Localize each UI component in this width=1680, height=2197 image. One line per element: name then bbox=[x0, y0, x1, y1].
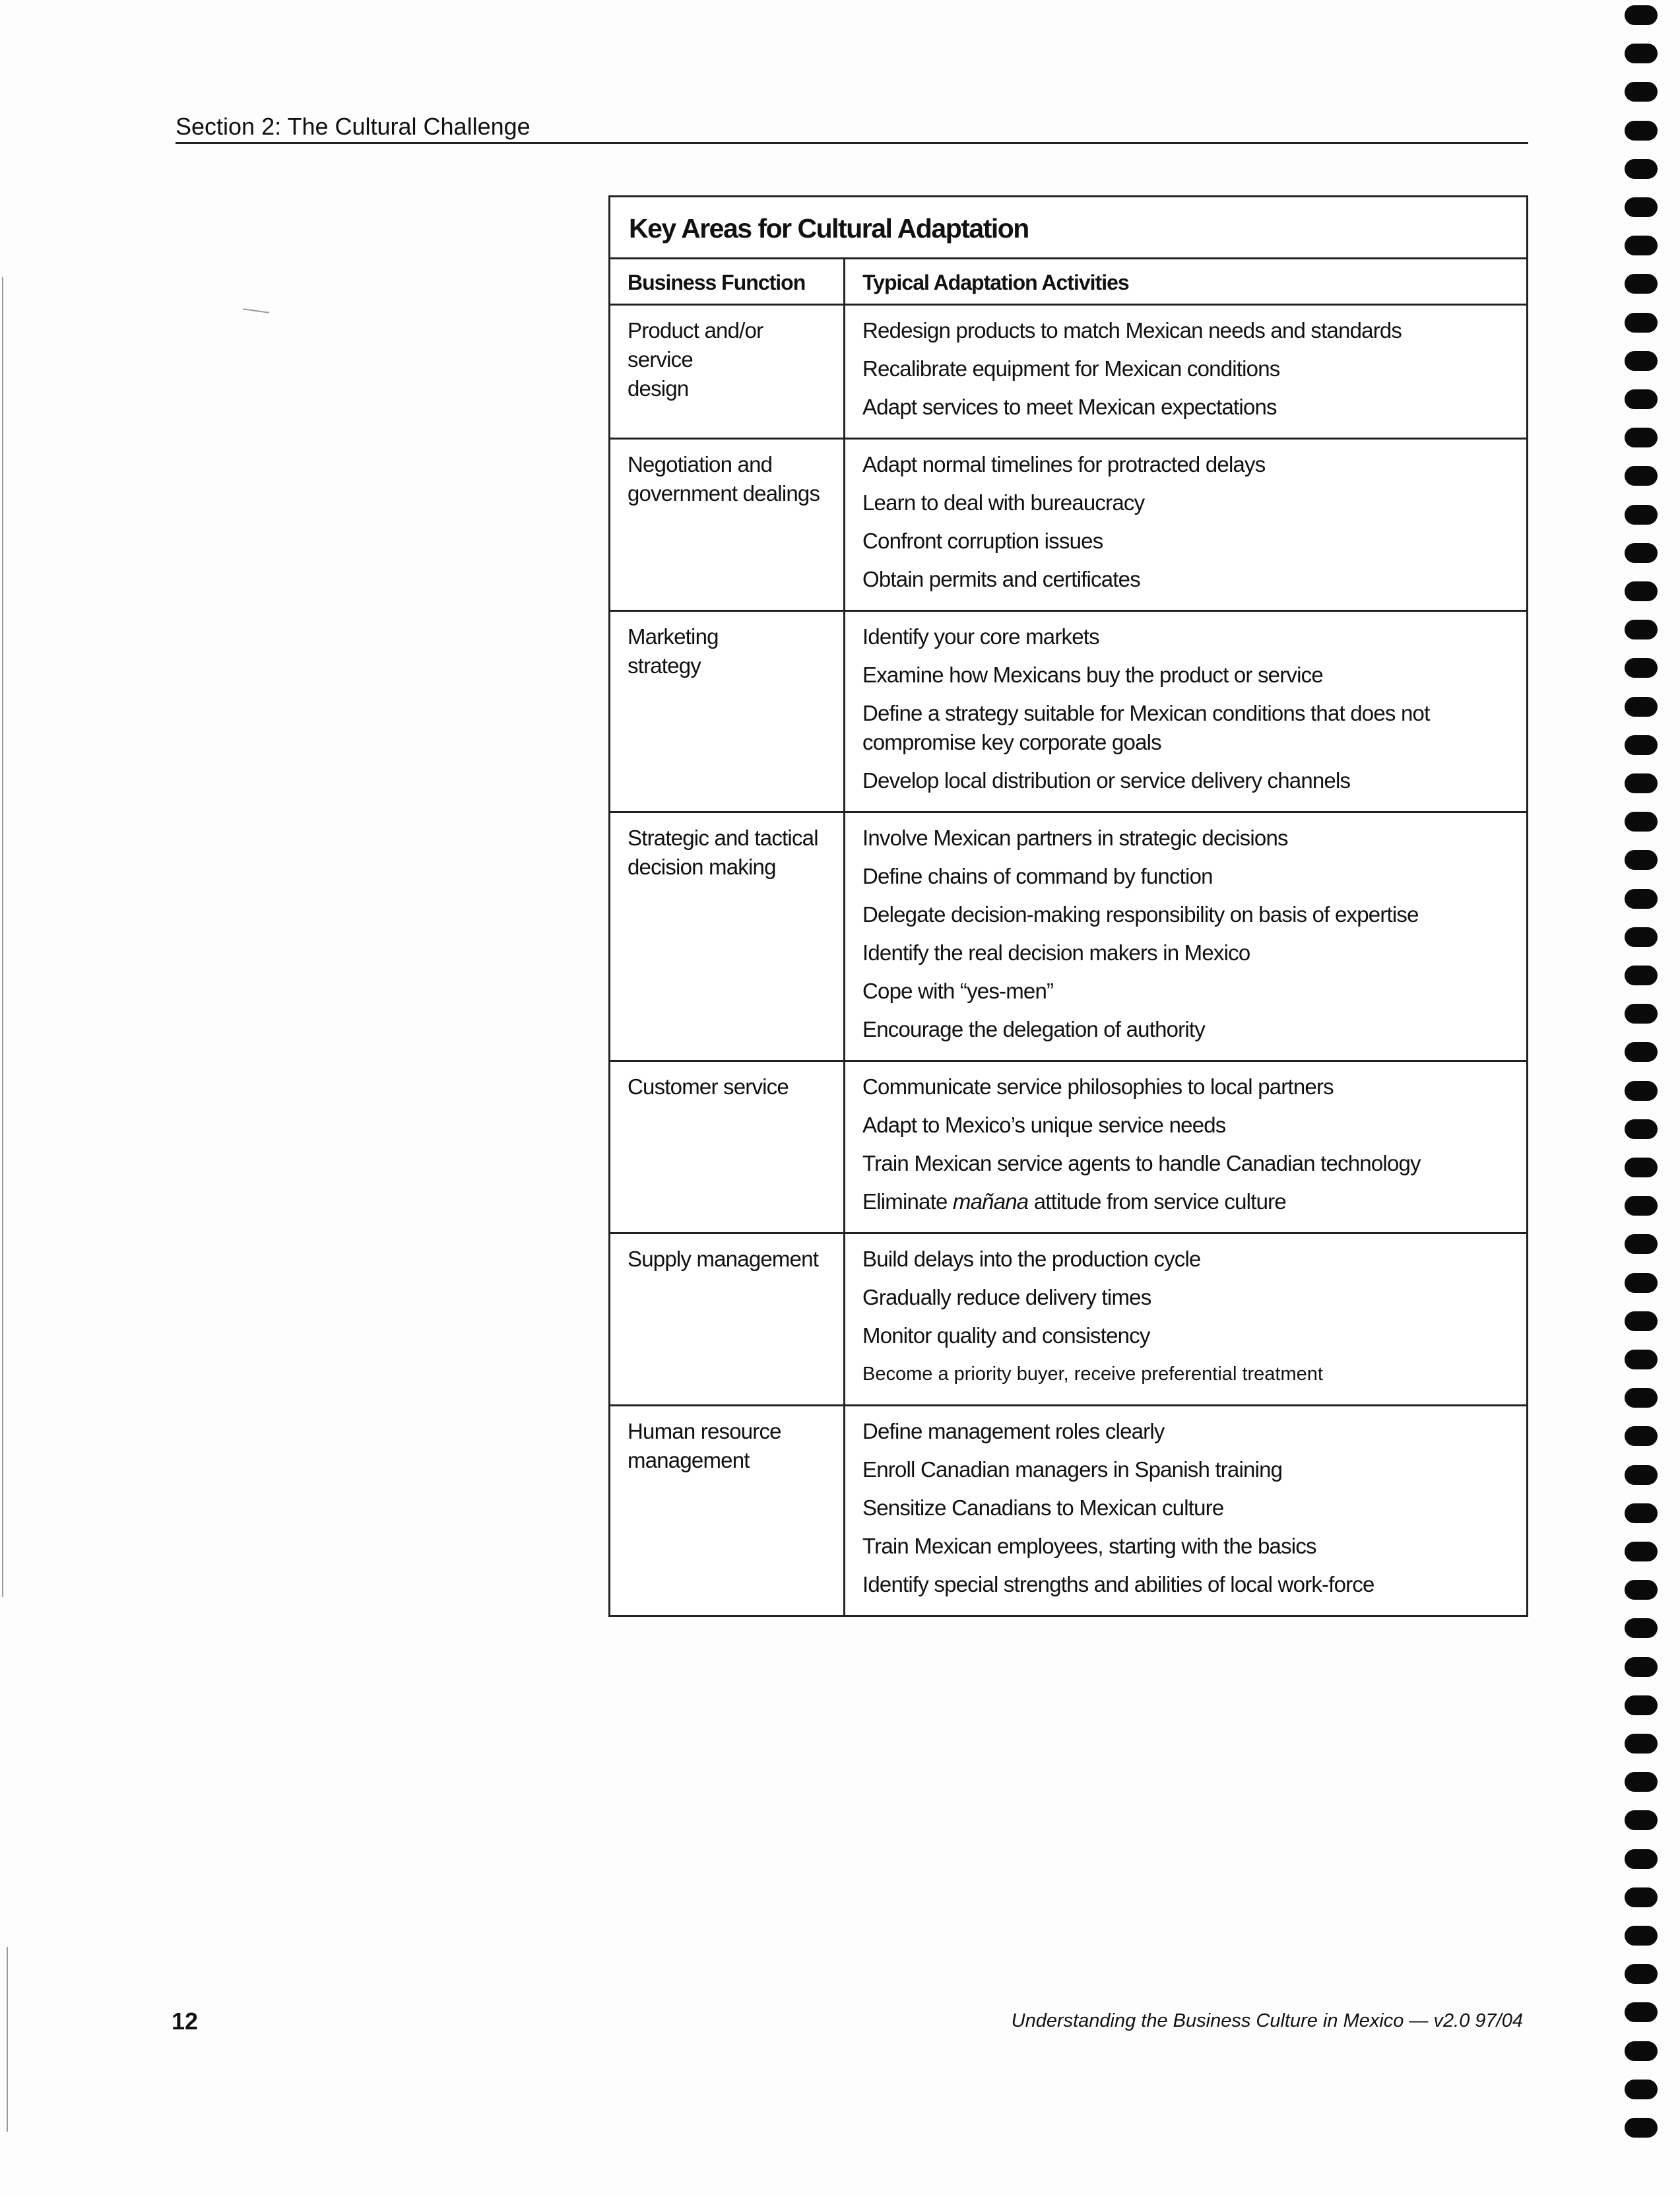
binder-hole bbox=[1625, 159, 1658, 179]
column-header-activities: Typical Adaptation Activities bbox=[862, 271, 1129, 294]
activity-item: Cope with “yes-men” bbox=[862, 979, 1054, 1003]
binder-hole bbox=[1625, 1542, 1658, 1561]
binder-hole bbox=[1625, 197, 1658, 217]
activity-item: Obtain permits and certificates bbox=[862, 567, 1140, 591]
binder-hole bbox=[1625, 773, 1658, 793]
binder-hole bbox=[1625, 1042, 1658, 1062]
binder-hole bbox=[1625, 1849, 1658, 1869]
activities-cell bbox=[845, 306, 1526, 438]
binder-hole bbox=[1625, 1503, 1658, 1523]
binder-hole bbox=[1625, 620, 1658, 639]
binder-hole bbox=[1625, 966, 1658, 985]
activity-item: Involve Mexican partners in strategic decisions bbox=[862, 826, 1288, 850]
table-row bbox=[610, 612, 1526, 813]
binder-hole bbox=[1625, 850, 1658, 870]
column-header-business-function: Business Function bbox=[610, 259, 845, 304]
binder-hole bbox=[1625, 1350, 1658, 1369]
binder-hole bbox=[1625, 1618, 1658, 1638]
binder-hole bbox=[1625, 1388, 1658, 1408]
activity-item: Train Mexican service agents to handle Canadian technology bbox=[862, 1151, 1421, 1175]
activity-item: Communicate service philosophies to local partners bbox=[862, 1074, 1334, 1099]
binder-hole bbox=[1625, 1465, 1658, 1485]
binder-hole bbox=[1625, 466, 1658, 486]
activity-item: Define management roles clearly bbox=[862, 1419, 1165, 1443]
activity-item: Adapt services to meet Mexican expectations bbox=[862, 395, 1277, 419]
binder-hole bbox=[1625, 735, 1658, 755]
binder-hole bbox=[1625, 1734, 1658, 1754]
activity-item: Adapt normal timelines for protracted delays bbox=[862, 452, 1266, 476]
binder-hole bbox=[1625, 351, 1658, 371]
binder-hole bbox=[1625, 1926, 1658, 1946]
activity-item: Enroll Canadian managers in Spanish training bbox=[862, 1457, 1283, 1482]
binder-hole bbox=[1625, 1887, 1658, 1907]
activity-item: Redesign products to match Mexican needs and standards bbox=[862, 318, 1402, 343]
activity-item: Eliminate mañana attitude from service culture bbox=[862, 1189, 1286, 1214]
activity-item: Examine how Mexicans buy the product or service bbox=[862, 663, 1323, 687]
binder-hole bbox=[1625, 927, 1658, 947]
binder-hole bbox=[1625, 82, 1658, 102]
table-body bbox=[610, 306, 1526, 1615]
binder-hole bbox=[1625, 889, 1658, 909]
binder-hole bbox=[1625, 236, 1658, 255]
scan-edge-line bbox=[7, 1947, 8, 2132]
business-function-cell: Product and/or service design bbox=[610, 306, 845, 438]
binder-hole bbox=[1625, 1234, 1658, 1254]
binder-hole bbox=[1625, 1772, 1658, 1792]
binder-hole bbox=[1625, 1657, 1658, 1677]
binder-hole bbox=[1625, 1004, 1658, 1024]
business-function-cell: Customer service bbox=[610, 1062, 845, 1232]
activity-item: Delegate decision-making responsibility on basis of expertise bbox=[862, 902, 1419, 927]
binder-hole bbox=[1625, 1810, 1658, 1830]
table-row bbox=[610, 306, 1526, 440]
table-row bbox=[610, 813, 1526, 1062]
binder-hole bbox=[1625, 1273, 1658, 1293]
activities-cell bbox=[845, 813, 1526, 1060]
adaptation-table bbox=[608, 195, 1528, 1617]
activity-item: Monitor quality and consistency bbox=[862, 1323, 1150, 1348]
binder-hole bbox=[1625, 1695, 1658, 1715]
binder-hole bbox=[1625, 121, 1658, 141]
scan-mark bbox=[243, 308, 269, 313]
binder-hole bbox=[1625, 1964, 1658, 1984]
activity-item: Train Mexican employees, starting with the basics bbox=[862, 1534, 1316, 1558]
binder-hole bbox=[1625, 812, 1658, 832]
activity-item: Sensitize Canadians to Mexican culture bbox=[862, 1495, 1224, 1520]
binder-hole bbox=[1625, 581, 1658, 601]
activity-item: Identify your core markets bbox=[862, 624, 1099, 649]
activity-item: Gradually reduce delivery times bbox=[862, 1285, 1151, 1309]
activity-item: Define chains of command by function bbox=[862, 864, 1213, 888]
binder-hole bbox=[1625, 2118, 1658, 2138]
activities-cell bbox=[845, 1234, 1526, 1404]
binder-hole bbox=[1625, 658, 1658, 678]
binder-hole bbox=[1625, 543, 1658, 563]
section-title: Section 2: The Cultural Challenge bbox=[176, 113, 531, 140]
scan-edge-line bbox=[2, 277, 3, 1597]
binder-hole bbox=[1625, 1119, 1658, 1139]
page-number: 12 bbox=[172, 2008, 199, 2035]
binder-hole bbox=[1625, 1158, 1658, 1177]
binder-hole bbox=[1625, 2041, 1658, 2061]
document-title-footer: Understanding the Business Culture in Mexico — v2.0 97/04 bbox=[1011, 2010, 1523, 2031]
business-function-cell: Negotiation and government dealings bbox=[610, 440, 845, 610]
activity-item: Adapt to Mexico’s unique service needs bbox=[862, 1113, 1226, 1137]
activity-item: Develop local distribution or service delivery channels bbox=[862, 768, 1351, 793]
table-row bbox=[610, 1406, 1526, 1615]
binder-hole bbox=[1625, 697, 1658, 717]
activity-item: Define a strategy suitable for Mexican conditions that does not compromise key corporate goals bbox=[862, 701, 1430, 754]
binder-hole bbox=[1625, 313, 1658, 333]
activities-cell bbox=[845, 1062, 1526, 1232]
activity-item: Become a priority buyer, receive preferential treatment bbox=[862, 1363, 1323, 1385]
table-title: Key Areas for Cultural Adaptation bbox=[610, 197, 1526, 259]
binder-hole bbox=[1625, 1426, 1658, 1446]
binder-hole bbox=[1625, 1311, 1658, 1331]
activity-item: Identify special strengths and abilities of local work-force bbox=[862, 1572, 1374, 1596]
binder-hole bbox=[1625, 274, 1658, 294]
binder-hole bbox=[1625, 1081, 1658, 1101]
binder-hole bbox=[1625, 505, 1658, 525]
binder-hole bbox=[1625, 389, 1658, 409]
activities-cell bbox=[845, 1406, 1526, 1615]
binder-hole bbox=[1625, 1580, 1658, 1600]
binder-hole bbox=[1625, 1196, 1658, 1216]
binder-hole bbox=[1625, 44, 1658, 63]
business-function-cell: Human resource management bbox=[610, 1406, 845, 1615]
binder-hole bbox=[1625, 2002, 1658, 2022]
business-function-cell: Supply management bbox=[610, 1234, 845, 1404]
page-header bbox=[176, 111, 1528, 144]
business-function-cell: Marketing strategy bbox=[610, 612, 845, 811]
activity-item: Confront corruption issues bbox=[862, 529, 1103, 553]
activities-cell bbox=[845, 612, 1526, 811]
activity-item: Identify the real decision makers in Mexico bbox=[862, 940, 1250, 965]
table-row bbox=[610, 1062, 1526, 1234]
activity-item: Encourage the delegation of authority bbox=[862, 1017, 1205, 1041]
table-column-headers bbox=[610, 259, 1526, 306]
binder-hole bbox=[1625, 5, 1658, 25]
binder-hole bbox=[1625, 2080, 1658, 2099]
activities-cell bbox=[845, 440, 1526, 610]
activity-item: Build delays into the production cycle bbox=[862, 1247, 1201, 1271]
binder-hole bbox=[1625, 428, 1658, 447]
binder-holes bbox=[1625, 0, 1664, 2197]
activity-item: Recalibrate equipment for Mexican conditions bbox=[862, 356, 1280, 381]
activity-item: Learn to deal with bureaucracy bbox=[862, 490, 1145, 515]
header-rule bbox=[176, 142, 1528, 144]
business-function-cell: Strategic and tactical decision making bbox=[610, 813, 845, 1060]
table-row bbox=[610, 1234, 1526, 1406]
table-row bbox=[610, 440, 1526, 612]
